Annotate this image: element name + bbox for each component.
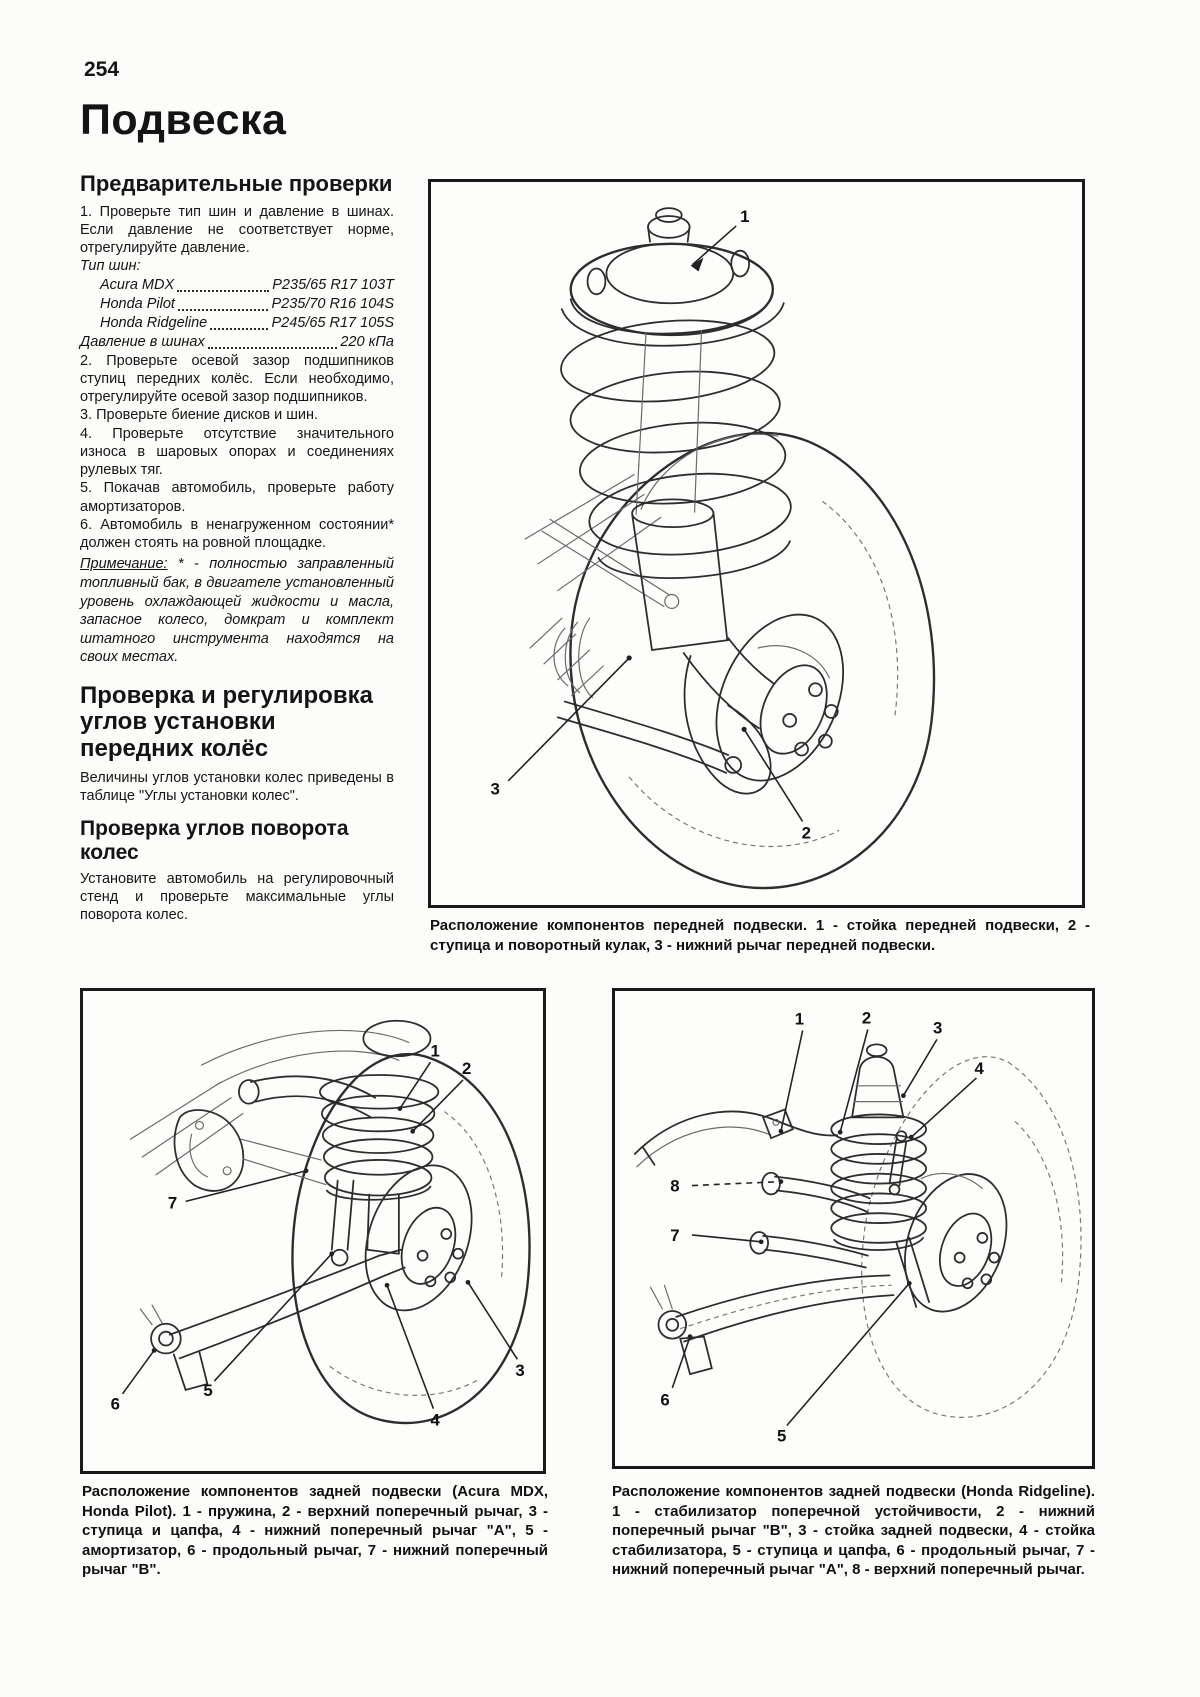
callout-2: 2 — [861, 1008, 872, 1028]
caption-front-suspension: Расположение компонентов передней подвески. 1 - стойка передней подвески, 2 - ступица и поворотный кулак, 3 - нижний рычаг передней подвески. — [430, 917, 1090, 954]
step-6: 6. Автомобиль в ненагруженном состоянии* должен стоять на ровной площадке. — [80, 516, 394, 552]
trailing-arm — [140, 1250, 405, 1390]
callout-3: 3 — [932, 1018, 943, 1038]
caption-rear-suspension-ridgeline: Расположение компонентов задней подвески (Honda Ridgeline). 1 - стабилизатор поперечной устойчивости, 2 - нижний поперечный рычаг "В", 3 - стойка задней подвески, 4 - стойка стабилизатора, 5 - ступица и цапфа, 6 - продольный рычаг, 7 - нижний поперечный рычаг "А", 8 - верхний поперечный рычаг. — [612, 1483, 1095, 1578]
tire-type-label: Тип шин: — [80, 258, 141, 275]
tire-spec-row — [80, 314, 394, 333]
step-5: 5. Покачав автомобиль, проверьте работу амортизаторов. — [80, 480, 394, 515]
tire-model: Honda Ridgeline — [100, 314, 208, 331]
hub-and-knuckle — [558, 595, 868, 801]
dot-leader — [210, 328, 268, 330]
strut-assembly — [831, 1044, 926, 1250]
hub-and-disc — [887, 1160, 1025, 1326]
callout-7: 7 — [670, 1225, 680, 1245]
tire-outline — [862, 1057, 1081, 1418]
figure-front-suspension — [428, 179, 1085, 908]
step-1: 1. Проверьте тип шин и давление в шинах. Если давление не соответствует норме, отрегулируйте давление. — [80, 203, 394, 257]
pressure-value: 220 кПа — [340, 333, 394, 350]
callout-6: 6 — [110, 1394, 120, 1414]
page-title: Подвеска — [80, 96, 287, 144]
alignment-body: Величины углов установки колес приведены в таблице "Углы установки колес". — [80, 769, 394, 805]
tire-pressure-row — [80, 333, 394, 352]
trailing-arm — [651, 1275, 894, 1374]
strut-body — [632, 331, 774, 728]
callout-1: 1 — [740, 206, 750, 226]
footnote — [80, 555, 394, 666]
callout-5: 5 — [203, 1380, 213, 1400]
step-4: 4. Проверьте отсутствие значительного износа в шаровых опорах и соединениях рулевых тяг. — [80, 425, 394, 479]
callout-5: 5 — [776, 1426, 787, 1446]
tire-model: Acura MDX — [100, 277, 175, 294]
pressure-label: Давление в шинах — [80, 333, 205, 350]
upper-arm — [762, 1173, 870, 1213]
caption-rear-suspension-mdx-pilot: Расположение компонентов задней подвески (Acura MDX, Honda Pilot). 1 - пружина, 2 - верхний поперечный рычаг, 3 - ступица и цапфа, 4 - нижний поперечный рычаг "А", 5 - амортизатор, 6 - продольный рычаг, 7 - нижний поперечный рычаг "В". — [82, 1483, 548, 1578]
rear-suspension-ridgeline-drawing — [615, 991, 1092, 1466]
callout-4: 4 — [430, 1410, 440, 1430]
hub-and-disc — [347, 1151, 491, 1326]
tire-size: P235/70 R16 104S — [271, 296, 394, 313]
step-3: 3. Проверьте биение дисков и шин. — [80, 407, 319, 424]
dot-leader — [177, 290, 269, 292]
callout-1: 1 — [794, 1009, 805, 1029]
figure-callouts — [111, 1041, 525, 1429]
front-suspension-drawing — [431, 182, 1082, 905]
callout-1: 1 — [430, 1041, 440, 1061]
tire-size: P245/65 R17 105S — [271, 314, 394, 331]
callout-8: 8 — [670, 1176, 680, 1196]
figure-rear-suspension-mdx-pilot — [80, 988, 546, 1474]
section-heading-wheel-alignment: Проверка и регулировка углов установки передних колёс — [80, 681, 373, 762]
stabilizer-bar — [635, 1110, 837, 1167]
footnote-body: * - полностью заправленный топливный бак, в двигателе установленный уровень охлаждающей жидкости и масла, запасное колесо, домкрат и комплект штатного инструмента находятся на своих местах. — [80, 556, 394, 666]
callout-7: 7 — [167, 1193, 178, 1213]
callout-6: 6 — [660, 1390, 670, 1410]
figure-rear-suspension-ridgeline — [612, 988, 1095, 1469]
section-heading-turn-angles: Проверка углов поворота колес — [80, 817, 349, 864]
callout-2: 2 — [462, 1059, 472, 1079]
subframe-lines — [525, 475, 679, 698]
callout-2: 2 — [801, 823, 811, 843]
tire-size: P235/65 R17 103T — [272, 277, 394, 294]
rear-suspension-mdx-drawing — [83, 991, 543, 1471]
callout-3: 3 — [515, 1361, 525, 1381]
dot-leader — [178, 309, 268, 311]
step-2: 2. Проверьте осевой зазор подшипников ступиц передних колёс. Если необходимо, отрегулируйте осевой зазор подшипников. — [80, 352, 394, 406]
tire-spec-row — [80, 295, 394, 314]
turn-angles-body: Установите автомобиль на регулировочный стенд и проверьте максимальные углы поворота колес. — [80, 870, 394, 924]
coil-spring — [558, 312, 797, 587]
tire-outline — [292, 1054, 529, 1423]
strut-mount — [562, 208, 784, 346]
tire-spec-row — [80, 276, 394, 295]
callout-3: 3 — [490, 779, 500, 799]
lower-arm — [750, 1232, 868, 1268]
section-heading-preliminary-checks: Предварительные проверки — [80, 171, 393, 196]
page-number: 254 — [84, 58, 120, 81]
left-column — [80, 172, 394, 924]
tire-model: Honda Pilot — [100, 296, 175, 313]
tire-spec-block — [80, 257, 394, 351]
figure-callouts — [660, 1009, 984, 1446]
callout-4: 4 — [974, 1058, 984, 1078]
footnote-label: Примечание: — [80, 556, 168, 573]
dot-leader — [208, 347, 338, 349]
